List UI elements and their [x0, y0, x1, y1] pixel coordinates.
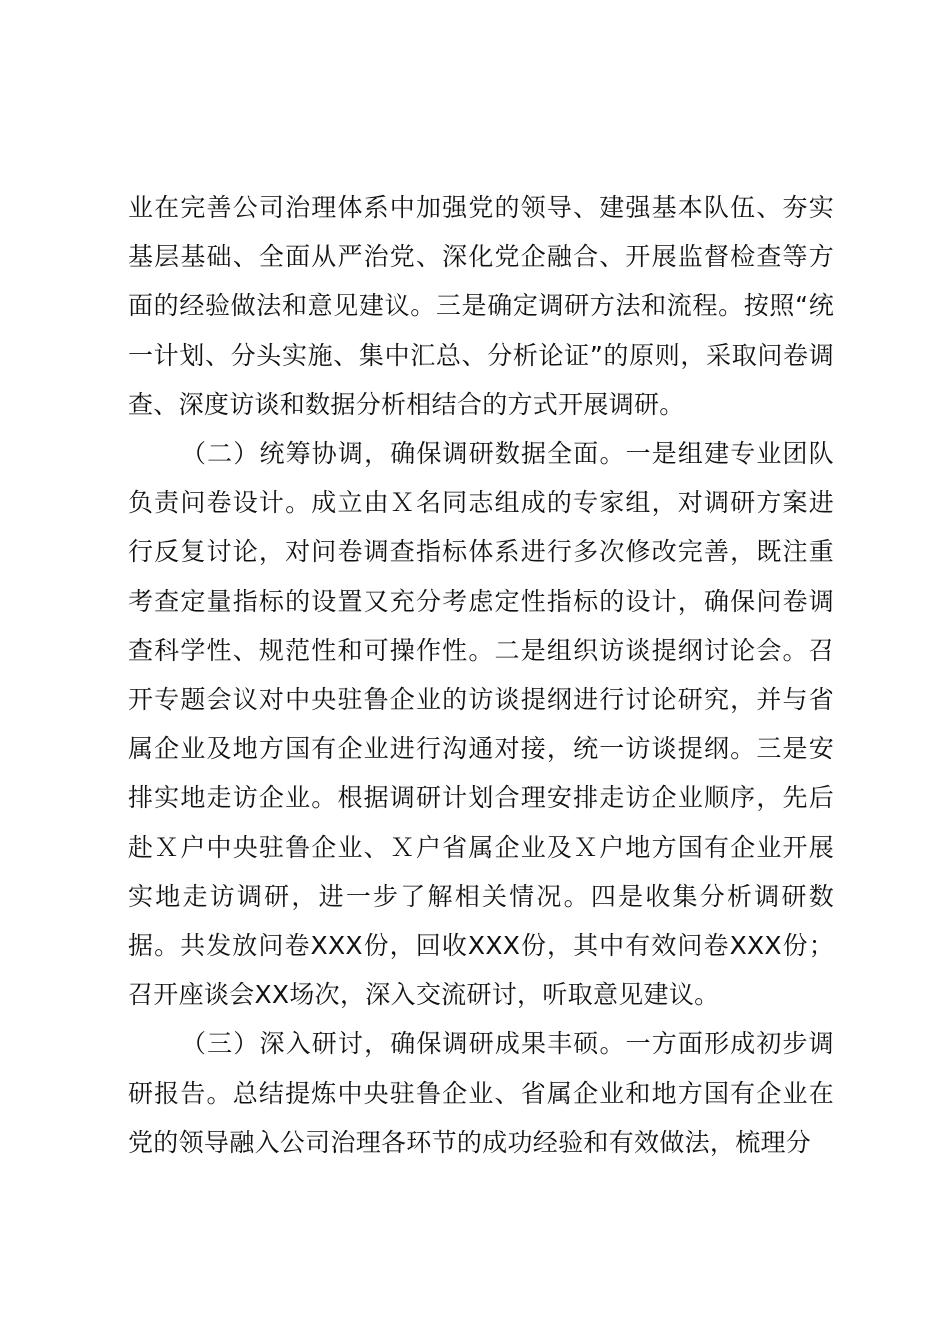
paragraph-continuation: 业在完善公司治理体系中加强党的领导、建强基本队伍、夯实基层基础、全面从严治党、深化党企融合、开展监督检查等方面的经验做法和意见建议。三是确定调研方法和流程。按照“统一计划、分头实施、集中汇总、分析论证”的原则，采取问卷调查、深度访谈和数据分析相结合的方式开展调研。 [128, 193, 834, 419]
paragraph-section-3: （三）深入研讨，确保调研成果丰硕。一方面形成初步调研报告。总结提炼中央驻鲁企业、省属企业和地方国有企业在党的领导融入公司治理各环节的成功经验和有效做法，梳理分 [128, 1029, 834, 1157]
paragraph-section-2: （二）统筹协调，确保调研数据全面。一是组建专业团队负责问卷设计。成立由Ｘ名同志组成的专家组，对调研方案进行反复讨论，对问卷调查指标体系进行多次修改完善，既注重考查定量指标的设置又充分考虑定性指标的设计，确保问卷调查科学性、规范性和可操作性。二是组织访谈提纲讨论会。召开专题会议对中央驻鲁企业的访谈提纲进行讨论研究，并与省属企业及地方国有企业进行沟通对接，统一访谈提纲。三是安排实地走访企业。根据调研计划合理安排走访企业顺序，先后赴Ｘ户中央驻鲁企业、Ｘ户省属企业及Ｘ户地方国有企业开展实地走访调研，进一步了解相关情况。四是收集分析调研数据。共发放问卷XXX份，回收XXX份，其中有效问卷XXX份；召开座谈会XX场次，深入交流研讨，听取意见建议。 [128, 439, 834, 1010]
document-body [128, 183, 834, 1167]
